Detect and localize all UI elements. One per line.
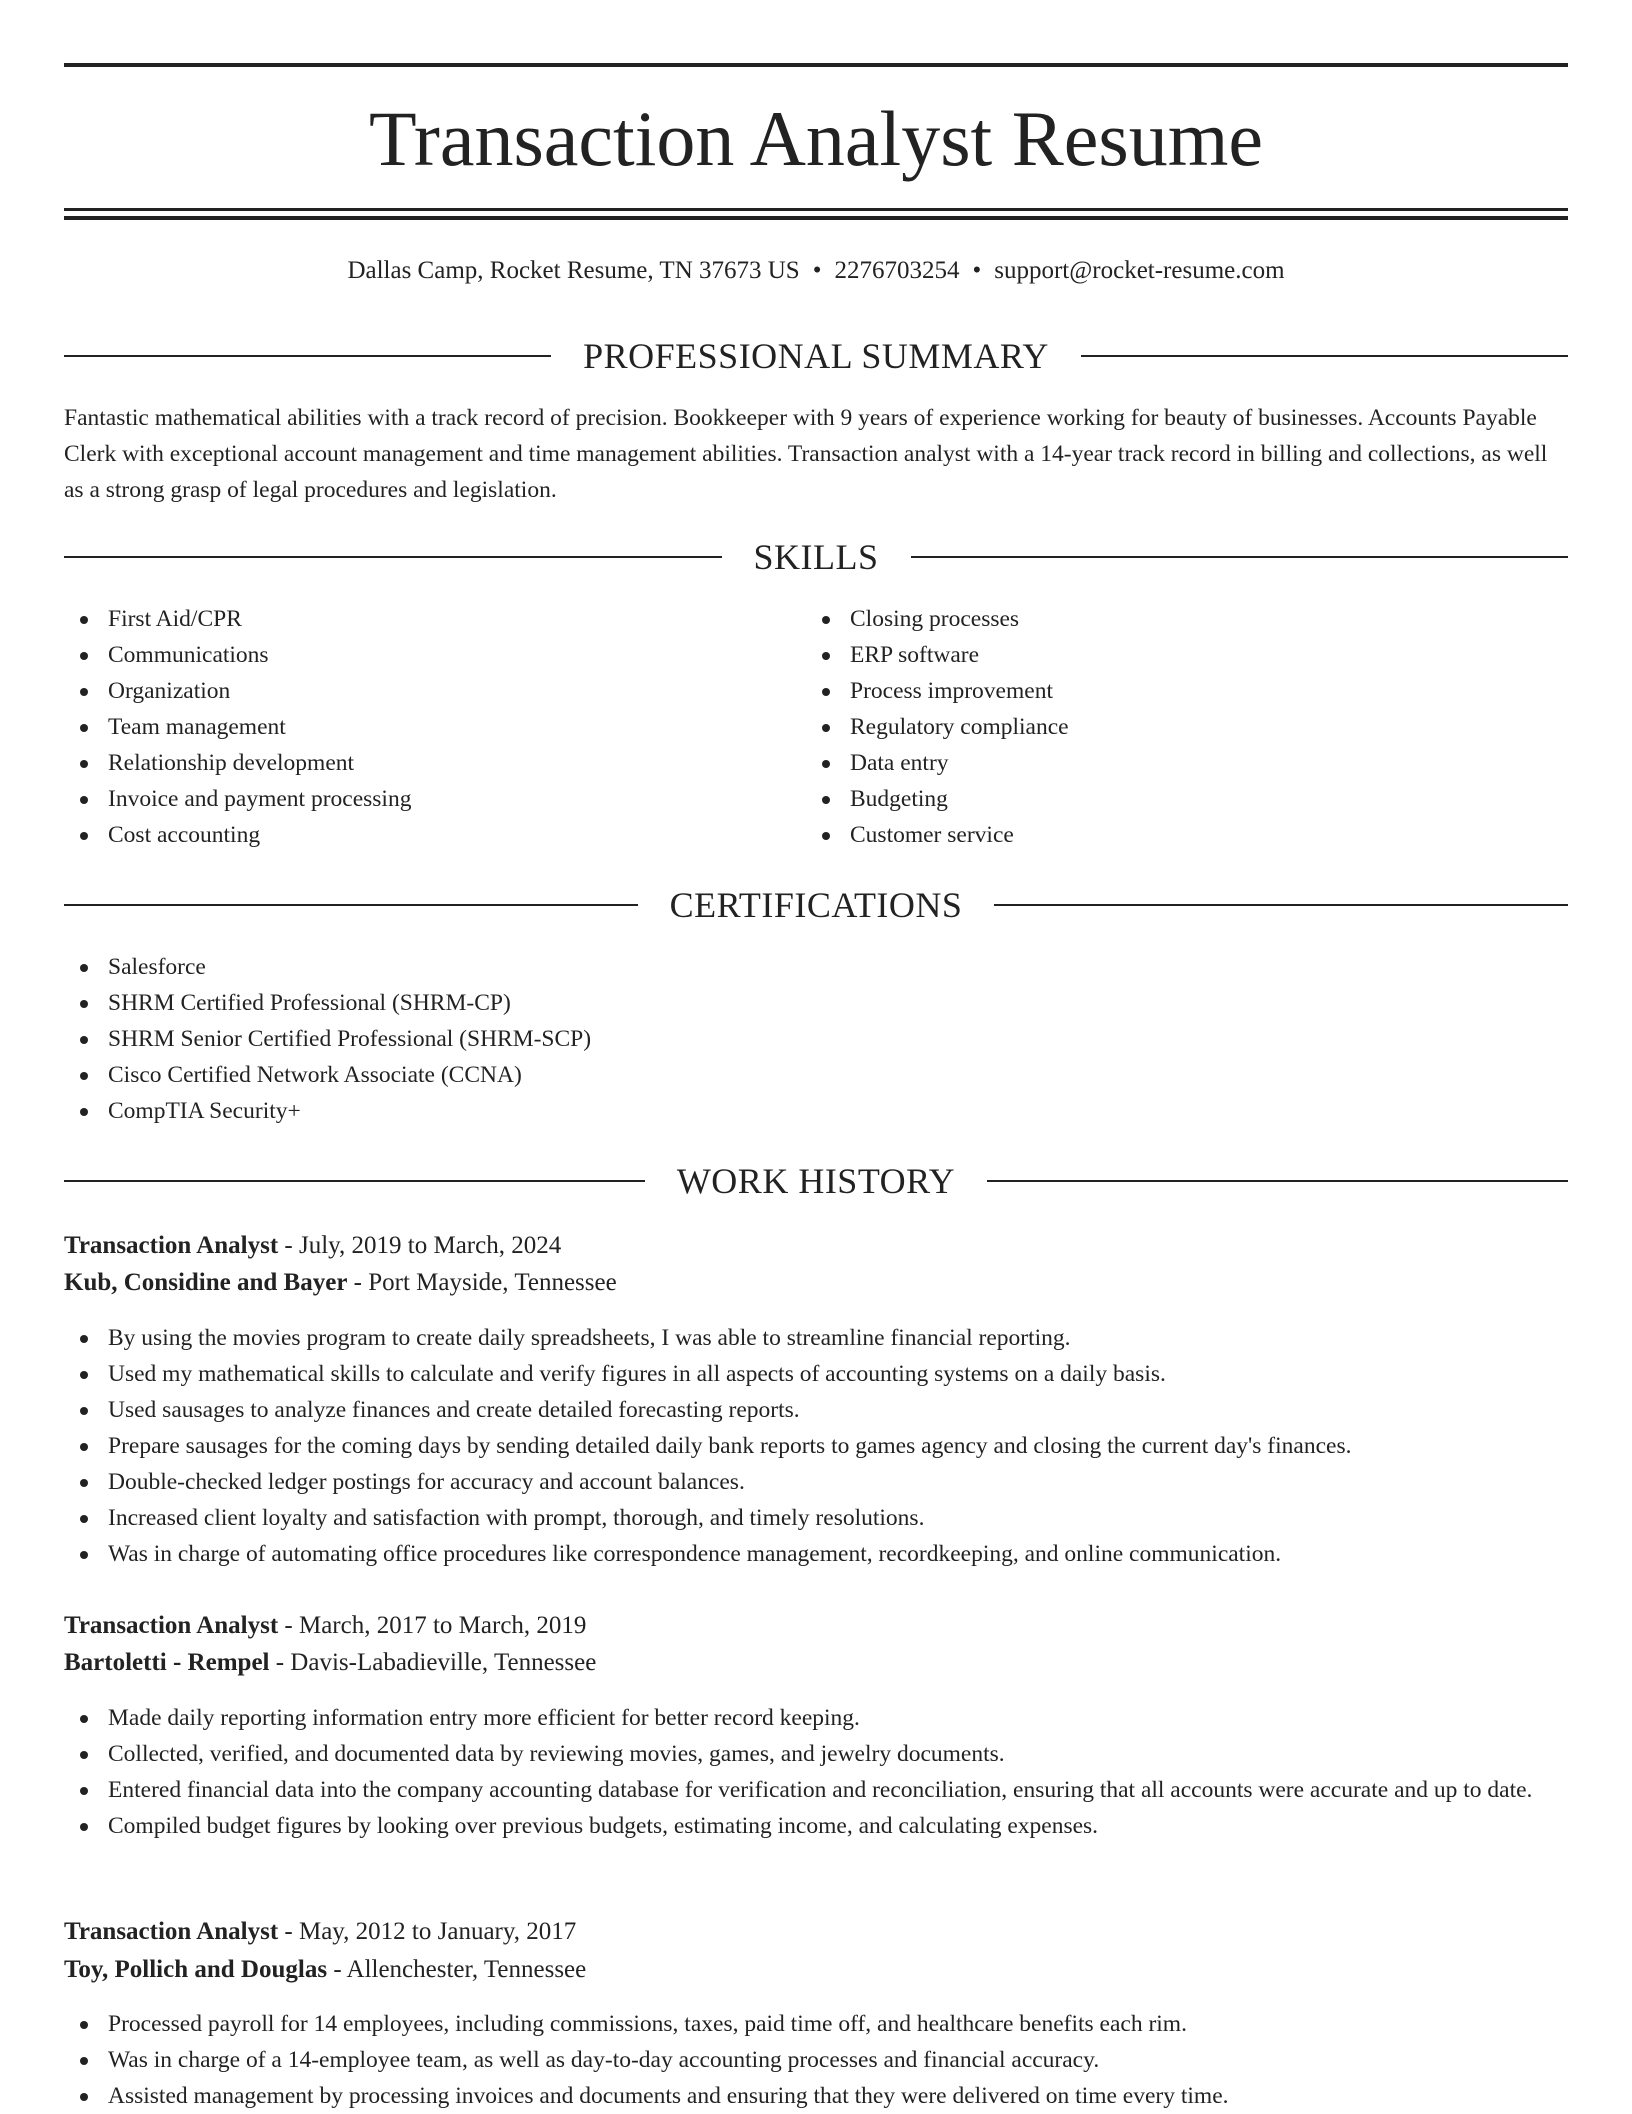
contact-separator: • [972, 257, 982, 284]
section-rule-right [1081, 355, 1568, 357]
section-rule-left [64, 355, 551, 357]
skill-item: Invoice and payment processing [64, 781, 804, 817]
job-dates: - July, 2019 to March, 2024 [278, 1232, 562, 1259]
section-title-summary: PROFESSIONAL SUMMARY [583, 336, 1049, 376]
summary-text: Fantastic mathematical abilities with a track record of precision. Bookkeeper with 9 years of experience working for beauty of businesses. Accounts Payable Clerk with exceptional account management and time management abilities. Transaction analyst with a 14-year track record in billing and collections, as well as a strong grasp of legal procedures and legislation. [64, 405, 1548, 503]
job-bullet: Used my mathematical skills to calculate and verify figures in all aspects of accounting systems on a daily basis. [64, 1356, 1568, 1392]
section-rule-left [64, 1180, 645, 1182]
contact-address: Dallas Camp, Rocket Resume, TN 37673 US [347, 257, 800, 284]
header-double-rule-upper [64, 208, 1568, 211]
contact-line [64, 255, 1568, 287]
contact-separator: • [812, 257, 822, 284]
certification-item: Salesforce [64, 949, 1568, 985]
job-company-line [64, 1952, 586, 1988]
skill-item: Closing processes [806, 601, 1546, 637]
skill-item: Team management [64, 709, 804, 745]
certification-item: SHRM Senior Certified Professional (SHRM-SCP) [64, 1021, 1568, 1057]
section-title-skills: SKILLS [753, 537, 879, 577]
skill-item: ERP software [806, 637, 1546, 673]
job-title-line [64, 1914, 576, 1950]
job-bullet: Processed payroll for 14 employees, including commissions, taxes, paid time off, and healthcare benefits each rim. [64, 2006, 1568, 2042]
job-bullet: Was in charge of automating office procedures like correspondence management, recordkeeping, and online communication. [64, 1536, 1568, 1572]
section-header-skills [64, 535, 1568, 579]
contact-email: support@rocket-resume.com [994, 257, 1285, 284]
skill-item: Data entry [806, 745, 1546, 781]
job-bullet: Double-checked ledger postings for accuracy and account balances. [64, 1464, 1568, 1500]
section-rule-left [64, 904, 638, 906]
skill-item: Budgeting [806, 781, 1546, 817]
certification-item: SHRM Certified Professional (SHRM-CP) [64, 985, 1568, 1021]
header-double-rule-lower [64, 216, 1568, 220]
section-rule-left [64, 556, 722, 558]
section-header-summary [64, 334, 1568, 378]
certifications-list [64, 949, 1568, 1129]
skills-list-right [806, 601, 1546, 853]
job-title-line [64, 1608, 586, 1644]
skill-item: Customer service [806, 817, 1546, 853]
job-bullet: Prepare sausages for the coming days by sending detailed daily bank reports to games agency and closing the current day's finances. [64, 1428, 1568, 1464]
job-title: Transaction Analyst [64, 1918, 279, 1945]
job-company: Kub, Considine and Bayer [64, 1269, 348, 1296]
section-title-work-history: WORK HISTORY [676, 1161, 956, 1201]
skill-item: Process improvement [806, 673, 1546, 709]
section-header-certifications [64, 883, 1568, 927]
job-company-line [64, 1645, 596, 1681]
job-bullet: Compiled budget figures by looking over previous budgets, estimating income, and calculating expenses. [64, 1808, 1568, 1844]
certification-item: CompTIA Security+ [64, 1093, 1568, 1129]
job-dates: - March, 2017 to March, 2019 [278, 1612, 587, 1639]
contact-phone: 2276703254 [834, 257, 960, 284]
skills-list-left [64, 601, 804, 853]
skill-item: Regulatory compliance [806, 709, 1546, 745]
certification-item: Cisco Certified Network Associate (CCNA) [64, 1057, 1568, 1093]
job-bullets [64, 2006, 1568, 2114]
skill-item: Relationship development [64, 745, 804, 781]
job-bullets [64, 1700, 1568, 1844]
skill-item: First Aid/CPR [64, 601, 804, 637]
resume-title: Transaction Analyst Resume [368, 95, 1264, 182]
job-bullet: Made daily reporting information entry more efficient for better record keeping. [64, 1700, 1568, 1736]
job-location: - Allenchester, Tennessee [327, 1956, 587, 1983]
job-bullet: By using the movies program to create daily spreadsheets, I was able to streamline financial reporting. [64, 1320, 1568, 1356]
job-location: - Port Mayside, Tennessee [347, 1269, 617, 1296]
job-company: Bartoletti - Rempel [64, 1649, 270, 1676]
job-bullet: Used sausages to analyze finances and create detailed forecasting reports. [64, 1392, 1568, 1428]
job-bullet: Entered financial data into the company accounting database for verification and reconciliation, ensuring that all accounts were accurate and up to date. [64, 1772, 1568, 1808]
skill-item: Organization [64, 673, 804, 709]
job-title: Transaction Analyst [64, 1612, 279, 1639]
section-header-work-history [64, 1159, 1568, 1203]
job-bullets [64, 1320, 1568, 1572]
header-top-rule [64, 63, 1568, 67]
job-bullet: Increased client loyalty and satisfaction with prompt, thorough, and timely resolutions. [64, 1500, 1568, 1536]
job-company-line [64, 1265, 617, 1301]
job-location: - Davis-Labadieville, Tennessee [269, 1649, 597, 1676]
section-rule-right [994, 904, 1568, 906]
job-bullet: Collected, verified, and documented data by reviewing movies, games, and jewelry documents. [64, 1736, 1568, 1772]
job-bullet: Assisted management by processing invoices and documents and ensuring that they were delivered on time every time. [64, 2078, 1568, 2114]
job-title: Transaction Analyst [64, 1232, 279, 1259]
section-rule-right [987, 1180, 1568, 1182]
job-company: Toy, Pollich and Douglas [64, 1956, 328, 1983]
skill-item: Cost accounting [64, 817, 804, 853]
job-title-line [64, 1228, 561, 1264]
skill-item: Communications [64, 637, 804, 673]
job-dates: - May, 2012 to January, 2017 [278, 1918, 577, 1945]
section-rule-right [911, 556, 1569, 558]
section-title-certifications: CERTIFICATIONS [669, 885, 963, 925]
job-bullet: Was in charge of a 14-employee team, as well as day-to-day accounting processes and financial accuracy. [64, 2042, 1568, 2078]
